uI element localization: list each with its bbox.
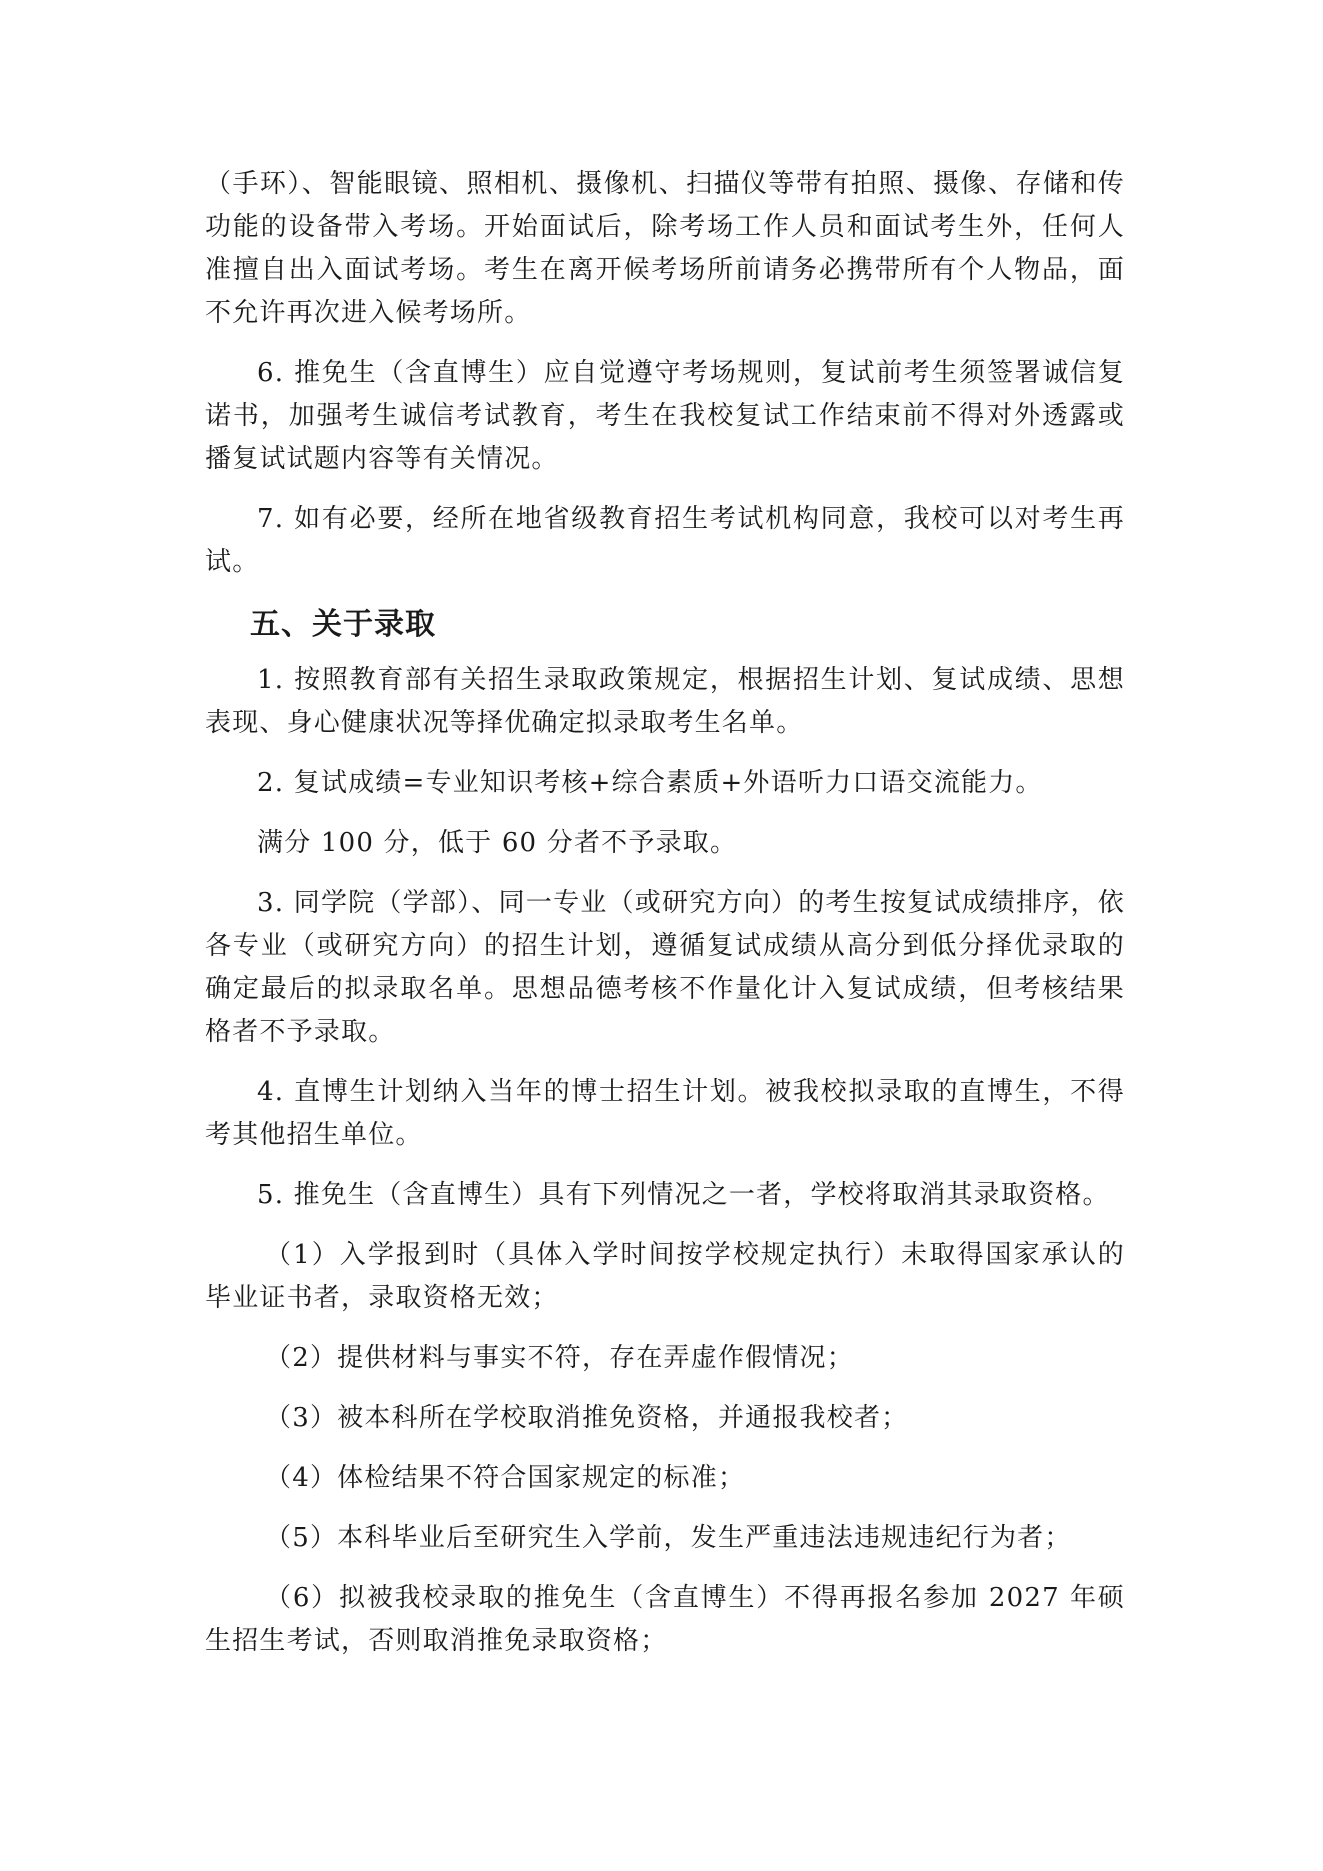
text-line: 诺书，加强考生诚信考试教育，考生在我校复试工作结束前不得对外透露或 bbox=[205, 401, 1125, 431]
text-line: （6）拟被我校录取的推免生（含直博生）不得再报名参加 2027 年硕 bbox=[265, 1583, 1125, 1613]
condition-1 bbox=[205, 1234, 1125, 1320]
text-line: （5）本科毕业后至研究生入学前，发生严重违法违规违纪行为者； bbox=[265, 1523, 1072, 1553]
text-line: 表现、身心健康状况等择优确定拟录取考生名单。 bbox=[205, 708, 804, 738]
text-line: （手环）、智能眼镜、照相机、摄像机、扫描仪等带有拍照、摄像、存储和传 bbox=[205, 169, 1125, 199]
admission-item-1 bbox=[205, 659, 1125, 745]
text-line: 7. 如有必要，经所在地省级教育招生考试机构同意，我校可以对考生再 bbox=[257, 504, 1125, 534]
text-line: 功能的设备带入考场。开始面试后，除考场工作人员和面试考生外，任何人 bbox=[205, 212, 1125, 242]
admission-item-2 bbox=[205, 762, 1125, 805]
text-line: 1. 按照教育部有关招生录取政策规定，根据招生计划、复试成绩、思想 bbox=[257, 665, 1125, 695]
condition-3 bbox=[205, 1397, 1125, 1440]
document-page bbox=[205, 163, 1125, 1663]
text-line: 3. 同学院（学部）、同一专业（或研究方向）的考生按复试成绩排序，依 bbox=[257, 888, 1125, 918]
text-line: （1）入学报到时（具体入学时间按学校规定执行）未取得国家承认的 bbox=[265, 1240, 1125, 1270]
text-line: （2）提供材料与事实不符，存在弄虚作假情况； bbox=[265, 1343, 854, 1373]
text-line: 各专业（或研究方向）的招生计划，遵循复试成绩从高分到低分择优录取的 bbox=[205, 931, 1125, 961]
condition-6 bbox=[205, 1577, 1125, 1663]
text-line: 4. 直博生计划纳入当年的博士招生计划。被我校拟录取的直博生，不得 bbox=[257, 1077, 1125, 1107]
text-line: 6. 推免生（含直博生）应自觉遵守考场规则，复试前考生须签署诚信复 bbox=[257, 358, 1125, 388]
condition-2 bbox=[205, 1337, 1125, 1380]
text-line: （4）体检结果不符合国家规定的标准； bbox=[265, 1463, 746, 1493]
admission-item-5 bbox=[205, 1174, 1125, 1217]
admission-item-3 bbox=[205, 882, 1125, 1054]
paragraph-exam-devices bbox=[205, 163, 1125, 335]
section-heading-admission: 五、关于录取 bbox=[250, 607, 436, 642]
text-line: 试。 bbox=[205, 547, 260, 577]
text-line: 考其他招生单位。 bbox=[205, 1120, 423, 1150]
text-line: 5. 推免生（含直博生）具有下列情况之一者，学校将取消其录取资格。 bbox=[257, 1180, 1110, 1210]
text-line: 生招生考试，否则取消推免录取资格； bbox=[205, 1626, 668, 1656]
text-line: 满分 100 分，低于 60 分者不予录取。 bbox=[257, 828, 738, 858]
text-line: 格者不予录取。 bbox=[205, 1017, 396, 1047]
text-line: 2. 复试成绩=专业知识考核+综合素质+外语听力口语交流能力。 bbox=[257, 768, 1043, 798]
text-line: 毕业证书者，录取资格无效； bbox=[205, 1283, 559, 1313]
text-line: 播复试试题内容等有关情况。 bbox=[205, 444, 559, 474]
paragraph-item-6 bbox=[205, 352, 1125, 481]
condition-5 bbox=[205, 1517, 1125, 1560]
condition-4 bbox=[205, 1457, 1125, 1500]
text-line: 不允许再次进入候考场所。 bbox=[205, 298, 532, 328]
text-line: 准擅自出入面试考场。考生在离开候考场所前请务必携带所有个人物品，面 bbox=[205, 255, 1125, 285]
text-line: 确定最后的拟录取名单。思想品德考核不作量化计入复试成绩，但考核结果 bbox=[205, 974, 1125, 1004]
admission-full-score bbox=[205, 822, 1125, 865]
admission-item-4 bbox=[205, 1071, 1125, 1157]
text-line: （3）被本科所在学校取消推免资格，并通报我校者； bbox=[265, 1403, 909, 1433]
paragraph-item-7 bbox=[205, 498, 1125, 584]
